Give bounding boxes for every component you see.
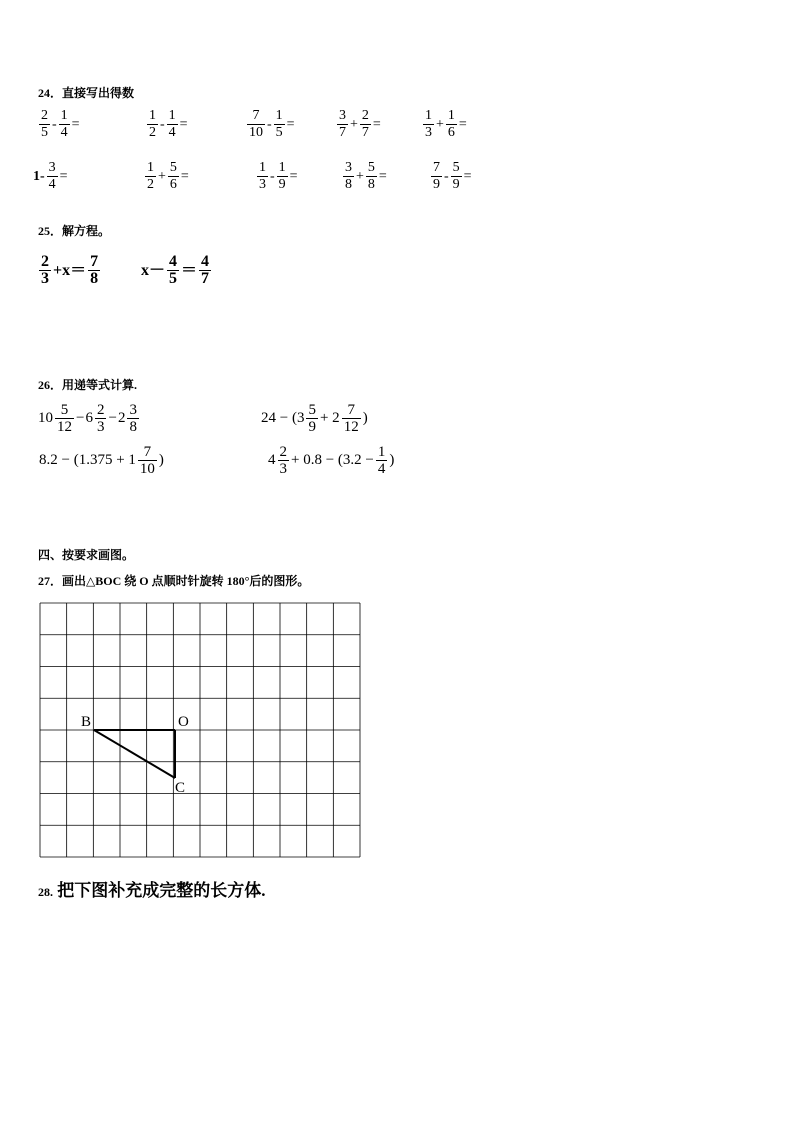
q26-expression-4: 4 $\frac{2}{3}$ + 0.8 − (3.2 − $\frac{1}{4}$ ) [268, 444, 395, 477]
q24-item: $\frac{1}{2}$ + $\frac{5}{6}$ = [147, 160, 189, 192]
q28-number: 28. [38, 885, 53, 899]
q26-expression-2: 24 − (3 $\frac{5}{9}$ + 2 $\frac{7}{12}$ ) [261, 402, 368, 435]
q24-item: $\frac{3}{7}$ + $\frac{2}{7}$ = [339, 108, 381, 140]
q26-expression-1: 10 $\frac{5}{12}$ − 6 $\frac{2}{3}$ − 2 $\frac{3}{8}$ [38, 402, 137, 435]
q28-title [38, 876, 266, 901]
q24-item: $\frac{2}{5}$ - $\frac{1}{4}$ = [41, 108, 80, 140]
q26-expression-3: 8.2 − (1.375 + 1 $\frac{7}{10}$ ) [39, 444, 164, 477]
q24-item: 1- $\frac{3}{4}$ = [33, 160, 68, 192]
point-c-label: C [175, 780, 186, 796]
q24-title: 24．直接写出得数 [38, 86, 135, 100]
q24-item: $\frac{1}{2}$ - $\frac{1}{4}$ = [149, 108, 188, 140]
q27-title: 27．画出△BOC 绕 O 点顺时针旋转 180°后的图形。 [38, 574, 310, 588]
q24-item: $\frac{1}{3}$ - $\frac{1}{9}$ = [259, 160, 298, 192]
q25-title: 25．解方程。 [38, 224, 111, 238]
point-o-label: O [178, 714, 189, 730]
q25-equation-2: x－ $\frac{4}{5}$ ＝ $\frac{4}{7}$ [141, 253, 210, 287]
section-4-title: 四、按要求画图。 [38, 548, 135, 562]
q25-equation-1: $\frac{2}{3}$ +x＝ $\frac{7}{8}$ [41, 253, 99, 287]
q26-title: 26．用递等式计算. [38, 378, 138, 392]
point-b-label: B [81, 714, 92, 730]
q24-item: $\frac{1}{3}$ + $\frac{1}{6}$ = [425, 108, 467, 140]
q24-item: $\frac{3}{8}$ + $\frac{5}{8}$ = [345, 160, 387, 192]
q24-item: $\frac{7}{9}$ - $\frac{5}{9}$ = [433, 160, 472, 192]
q24-item: $\frac{7}{10}$ - $\frac{1}{5}$ = [249, 108, 295, 140]
grid-lines [40, 603, 360, 857]
q28-text: 把下图补充成完整的长方体. [57, 881, 266, 900]
triangle-side-bc [94, 730, 175, 778]
